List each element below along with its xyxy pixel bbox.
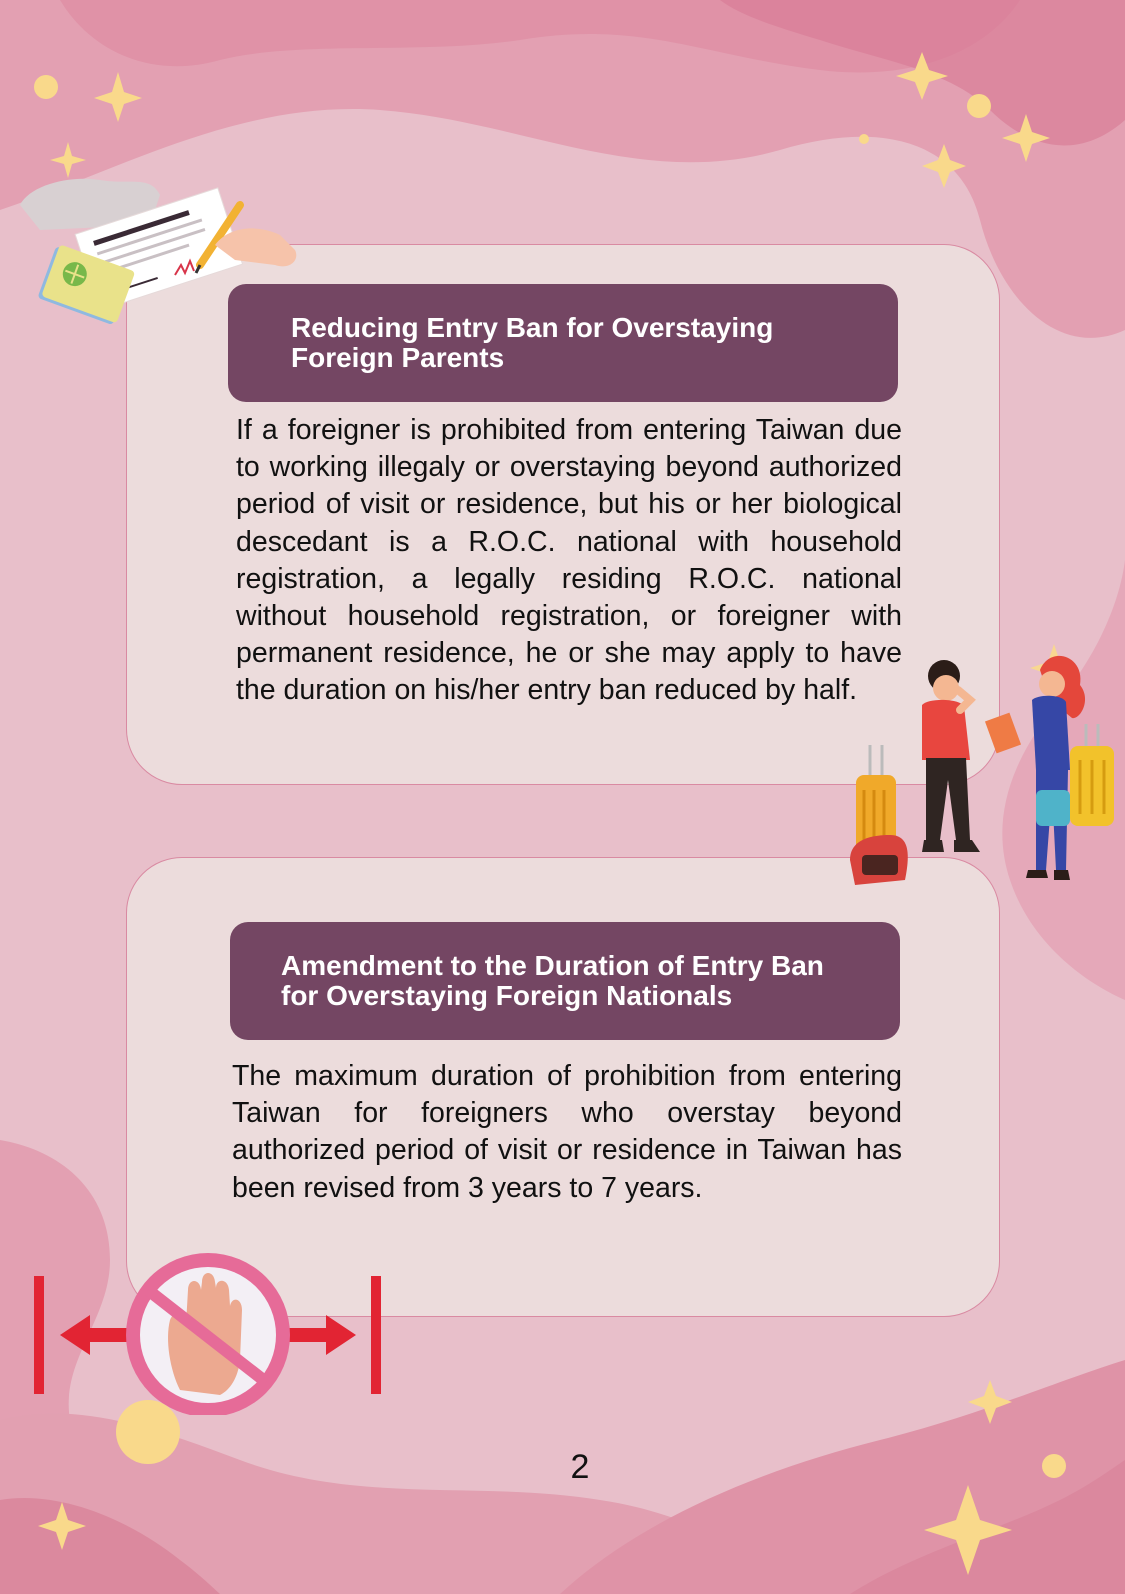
travelers-with-luggage-icon bbox=[840, 640, 1125, 915]
section-heading bbox=[230, 922, 900, 1040]
section-body-text: The maximum duration of prohibition from entering Taiwan for foreigners who overstay beyond authorized period of visit or residence in Taiwan has been revised from 3 years to 7 years. bbox=[232, 1060, 902, 1204]
section-body-text: If a foreigner is prohibited from entering Taiwan due to working illegaly or overstaying beyond authorized period of visit or residence, but his or her biological descedant is a R.O.C. national with household registration, a legally residing R.O.C. national without household registration, or foreigner with permanent residence, he or she may apply to have the duration on his/her entry ban reduced by half. bbox=[236, 414, 902, 707]
section-heading-text: Amendment to the Duration of Entry Ban for Overstaying Foreign Nationals bbox=[281, 950, 824, 1011]
no-entry-hand-icon bbox=[30, 1250, 390, 1415]
passport-and-signing-icon bbox=[10, 165, 300, 330]
section-heading bbox=[228, 284, 898, 402]
page-number: 2 bbox=[570, 1448, 590, 1486]
section-heading-text: Reducing Entry Ban for Overstaying Foreign Parents bbox=[291, 312, 774, 373]
